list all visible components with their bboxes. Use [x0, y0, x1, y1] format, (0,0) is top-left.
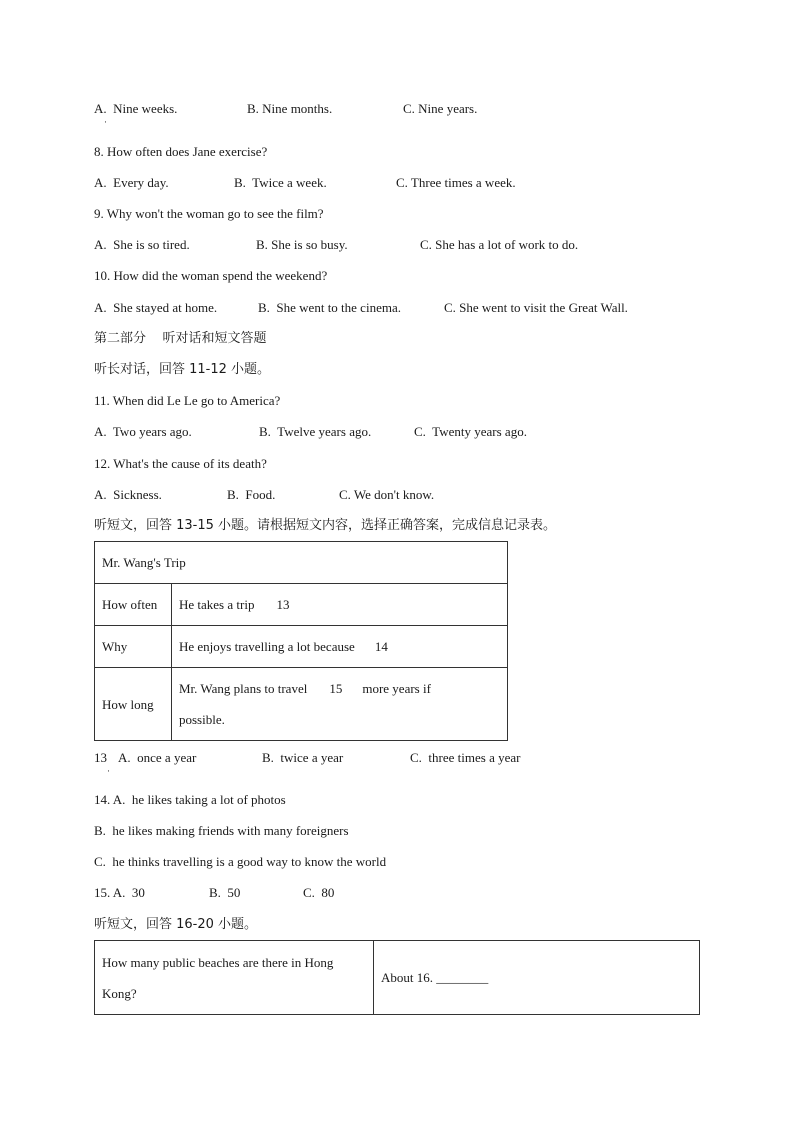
q9-option-a: A. She is so tired.	[94, 237, 190, 252]
table-title: Mr. Wang's Trip	[95, 542, 508, 584]
row-text: He enjoys travelling a lot because	[179, 639, 355, 654]
question-cell	[95, 941, 374, 1015]
beach-info-table	[94, 940, 700, 1015]
q13-option-b: B. twice a year	[262, 750, 344, 765]
row-text-line2: possible.	[179, 712, 225, 727]
q10-option-b: B. She went to the cinema.	[258, 300, 401, 315]
q12-option-b: B. Food.	[227, 487, 276, 502]
table-row	[95, 941, 700, 1015]
q10-option-c: C. She went to visit the Great Wall.	[444, 300, 628, 315]
q7-option-c: C. Nine years.	[403, 101, 478, 116]
q12-question: 12. What's the cause of its death?	[94, 456, 267, 471]
row-label: How long	[95, 668, 172, 741]
q8-option-b: B. Twice a week.	[234, 175, 327, 190]
q7-option-b: B. Nine months.	[247, 101, 333, 116]
q10-option-a: A. She stayed at home.	[94, 300, 218, 315]
q9-option-c: C. She has a lot of work to do.	[420, 237, 579, 252]
passage1-instruction: 听短文，回答 13-15 小题。请根据短文内容，选择正确答案，完成信息记录表。	[94, 518, 557, 533]
part2-title: 第二部分 听对话和短文答题	[94, 331, 267, 346]
q14-option-a: 14. A. he likes taking a lot of photos	[94, 792, 286, 807]
row-label: Why	[95, 626, 172, 668]
part2-instruction: 听长对话，回答 11-12 小题。	[94, 362, 271, 377]
q15-option-b: B. 50	[209, 885, 241, 900]
answer-cell: About 16. ________	[374, 941, 700, 1015]
q13-option-a: A. once a year	[118, 750, 197, 765]
table-row	[95, 626, 508, 668]
trip-info-table	[94, 541, 508, 741]
q12-option-a: A. Sickness.	[94, 487, 162, 502]
q8-question: 8. How often does Jane exercise?	[94, 144, 268, 159]
question-line2: Kong?	[102, 985, 137, 1001]
q8-option-c: C. Three times a week.	[396, 175, 516, 190]
question-line1: How many public beaches are there in Hong	[102, 954, 334, 970]
row-label: How often	[95, 584, 172, 626]
blank-number: 15	[329, 681, 343, 696]
q9-question: 9. Why won't the woman go to see the film?	[94, 206, 324, 221]
dot-mark: ·	[107, 766, 110, 776]
q11-option-c: C. Twenty years ago.	[414, 424, 527, 439]
q11-option-a: A. Two years ago.	[94, 424, 192, 439]
row-text: He takes a trip	[179, 597, 255, 612]
row-content	[172, 668, 508, 741]
q9-option-b: B. She is so busy.	[256, 237, 348, 252]
q13-number: 13	[94, 750, 107, 765]
table-row	[95, 668, 508, 741]
row-content	[172, 584, 508, 626]
blank-number: 14	[374, 639, 388, 654]
table-row	[95, 584, 508, 626]
dot-mark: ·	[104, 117, 107, 127]
row-text: Mr. Wang plans to travel	[179, 681, 308, 696]
q11-option-b: B. Twelve years ago.	[259, 424, 372, 439]
q15-option-c: C. 80	[303, 885, 335, 900]
q11-question: 11. When did Le Le go to America?	[94, 393, 281, 408]
q14-option-b: B. he likes making friends with many foreigners	[94, 823, 349, 838]
passage2-instruction: 听短文，回答 16-20 小题。	[94, 917, 258, 932]
q7-option-a: A. Nine weeks.	[94, 101, 178, 116]
q13-option-c: C. three times a year	[410, 750, 521, 765]
q15-option-a: 15. A. 30	[94, 885, 145, 900]
q14-option-c: C. he thinks travelling is a good way to know the world	[94, 854, 387, 869]
blank-number: 13	[276, 597, 290, 612]
row-text-after: more years if	[362, 681, 431, 696]
row-content	[172, 626, 508, 668]
q12-option-c: C. We don't know.	[339, 487, 435, 502]
q8-option-a: A. Every day.	[94, 175, 169, 190]
q10-question: 10. How did the woman spend the weekend?	[94, 268, 328, 283]
